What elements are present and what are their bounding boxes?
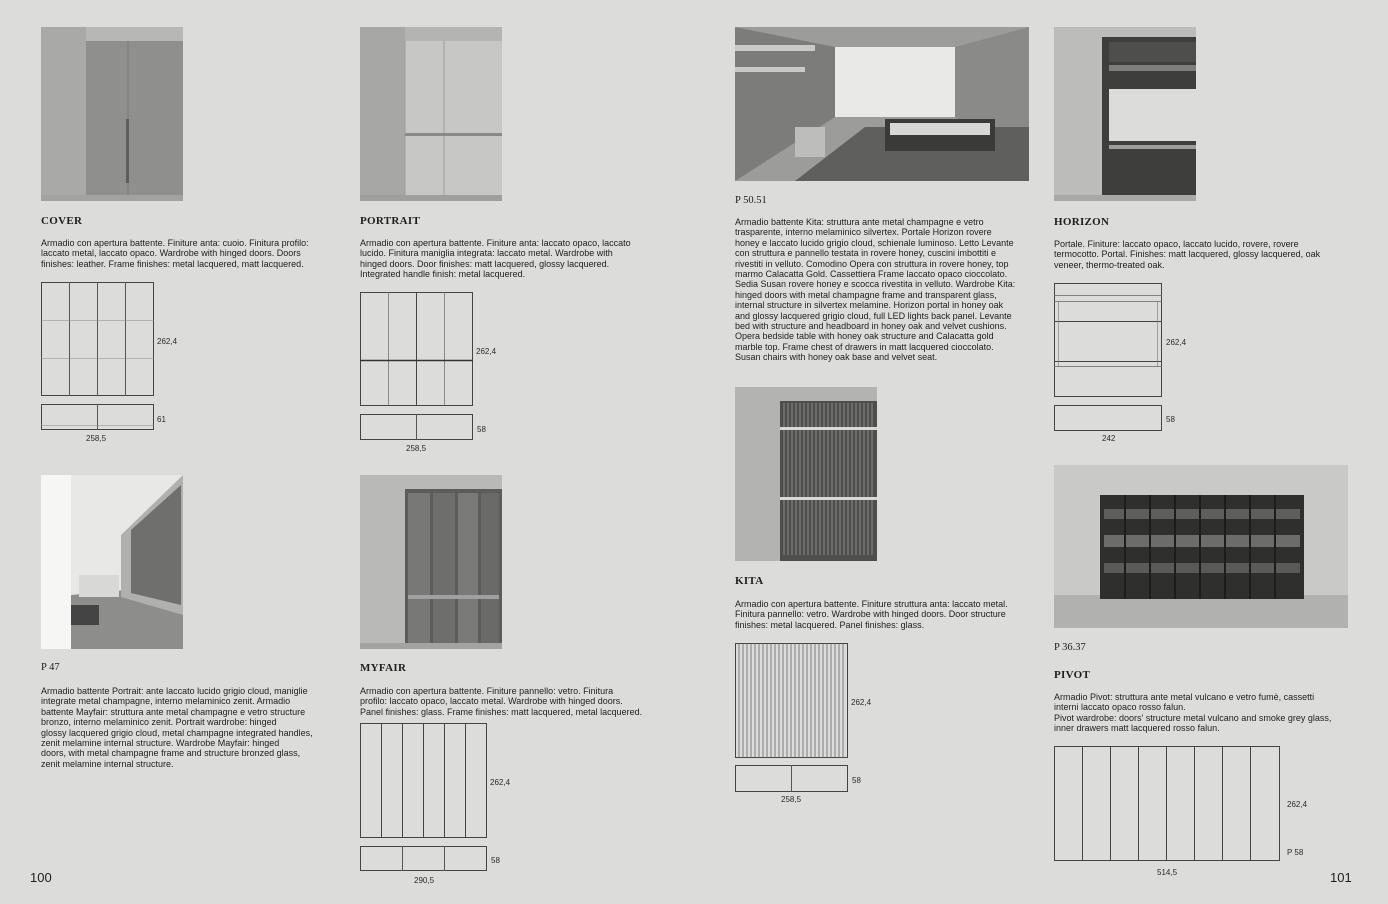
cover-width-dim: 258,5 — [86, 434, 107, 443]
pivot-depth-dim: P 58 — [1287, 848, 1304, 857]
cover-elevation-drawing — [41, 282, 155, 432]
kita-elevation-drawing — [735, 643, 849, 795]
horizon-title: HORIZON — [1054, 216, 1110, 228]
right-page-number: 101 — [1330, 870, 1352, 885]
horizon-height-dim: 262,4 — [1166, 338, 1187, 347]
horizon-portal-photo — [1054, 27, 1196, 201]
portrait-height-dim: 262,4 — [476, 347, 497, 356]
myfair-depth-dim: 58 — [491, 856, 500, 865]
myfair-wardrobe-photo — [360, 475, 502, 649]
kita-width-dim: 258,5 — [781, 795, 802, 804]
kita-wardrobe-photo — [735, 387, 877, 561]
horizon-photo-drawing — [1054, 27, 1196, 201]
myfair-elevation-drawing — [360, 723, 490, 873]
portrait-photo-drawing — [360, 27, 502, 201]
horizon-width-dim: 242 — [1102, 434, 1116, 443]
portrait-elevation-drawing — [360, 292, 474, 442]
myfair-photo-drawing — [360, 475, 502, 649]
pivot-title: PIVOT — [1054, 669, 1091, 681]
myfair-title: MYFAIR — [360, 662, 407, 674]
myfair-height-dim: 262,4 — [490, 778, 511, 787]
horizon-elevation-drawing — [1054, 283, 1166, 433]
pivot-height-dim: 262,4 — [1287, 800, 1308, 809]
pivot-elevation-drawing — [1054, 746, 1282, 864]
pivot-width-dim: 514,5 — [1157, 868, 1178, 877]
horizon-depth-dim: 58 — [1166, 415, 1175, 424]
myfair-width-dim: 290,5 — [414, 876, 435, 885]
p3637-photo-drawing — [1054, 465, 1348, 628]
kita-description: Armadio con apertura battente. Finiture struttura anta: laccato metal. Finitura pannello: vetro. Wardrobe with hinged doors. Door structure finishes: metal lacquered. Panel finishes: glass. — [735, 599, 1008, 630]
p5051-description: Armadio battente Kita: struttura ante metal champagne e vetro trasparente, interno melaminico silvertex. Portale Horizon rovere honey e laccato lucido grigio cloud, schienale luminoso. Letto Levante con struttura e pannello testata in rovere honey, cuscini imbottiti e rivestiti in velluto. Comodino Opera con struttura in rovere honey, top marmo Calacatta Gold. Cassettiera Frame laccato opaco cioccolato. Sedia Susan rovere honey e scocca rivestita in velluto. Wardrobe Kita: hinged doors with metal champagne frame and transparent glass, internal structure in silvertex melamine. Horizon portal in honey oak and glossy lacquered grigio cloud, full LED lights back panel. Levante bed with structure and headboard in honey oak and velvet cushions. Opera bedside table with honey oak structure and Calacatta gold marble top. Frame chest of drawers in matt lacquered cioccolato. Susan chairs with honey oak base and velvet seat. — [735, 217, 1016, 363]
cover-photo-drawing — [41, 27, 183, 201]
cover-wardrobe-photo — [41, 27, 183, 201]
cover-depth-dim: 61 — [157, 415, 166, 424]
portrait-title: PORTRAIT — [360, 215, 421, 227]
kita-depth-dim: 58 — [852, 776, 861, 785]
portrait-width-dim: 258,5 — [406, 444, 427, 453]
portrait-depth-dim: 58 — [477, 425, 486, 434]
portrait-wardrobe-photo — [360, 27, 502, 201]
p3637-page-ref: P 36.37 — [1054, 642, 1086, 653]
horizon-description: Portale. Finiture: laccato opaco, laccato lucido, rovere, rovere termocotto. Portal. Finishes: matt lacquered, glossy lacquered, oak veneer, thermo-treated oak. — [1054, 239, 1321, 270]
p47-interior-photo — [41, 475, 183, 649]
kita-title: KITA — [735, 575, 764, 587]
myfair-description: Armadio con apertura battente. Finiture pannello: vetro. Finitura profilo: laccato opaco, laccato metal. Wardrobe with hinged doors. Panel finishes: glass. Frame finishes: matt lacquered, metal lacquered. — [360, 686, 643, 717]
left-page-number: 100 — [30, 870, 52, 885]
cover-description: Armadio con apertura battente. Finiture anta: cuoio. Finitura profilo: laccato metal, laccato opaco. Wardrobe with hinged doors. Doors finishes: leather. Frame finishes: metal lacquered, matt lacquered. — [41, 238, 309, 269]
cover-title: COVER — [41, 215, 83, 227]
cover-height-dim: 262,4 — [157, 337, 178, 346]
p47-photo-drawing — [41, 475, 183, 649]
portrait-description: Armadio con apertura battente. Finiture anta: laccato opaco, laccato lucido. Finitura maniglia integrata: laccato metal. Wardrobe with hinged doors. Door finishes: matt lacquered, glossy lacquered. Integrated handle finish: metal lacquered. — [360, 238, 631, 280]
p5051-page-ref: P 50.51 — [735, 195, 767, 206]
p5051-bedroom-photo — [735, 27, 1029, 181]
p47-description: Armadio battente Portrait: ante laccato lucido grigio cloud, maniglie integrate metal champagne, interno melaminico zenit. Armadio battente Mayfair: struttura ante metal champagne e vetro structure bronzo, interno melaminico zenit. Portrait wardrobe: hinged glossy lacquered grigio cloud, metal champagne integrated handles, zenit melamine internal structure. Wardrobe Mayfair: hinged doors, with metal champagne frame and structure bronzed glass, zenit melamine internal structure. — [41, 686, 313, 769]
pivot-description: Armadio Pivot: struttura ante metal vulcano e vetro fumè, cassetti interni laccato opaco rosso falun. Pivot wardrobe: doors' structure metal vulcano and smoke grey glass, inner drawers matt lacquered rosso falun. — [1054, 692, 1332, 734]
p47-page-ref: P 47 — [41, 662, 60, 673]
p5051-photo-drawing — [735, 27, 1029, 181]
p3637-pivot-photo — [1054, 465, 1348, 628]
kita-height-dim: 262,4 — [851, 698, 872, 707]
kita-photo-drawing — [735, 387, 877, 561]
